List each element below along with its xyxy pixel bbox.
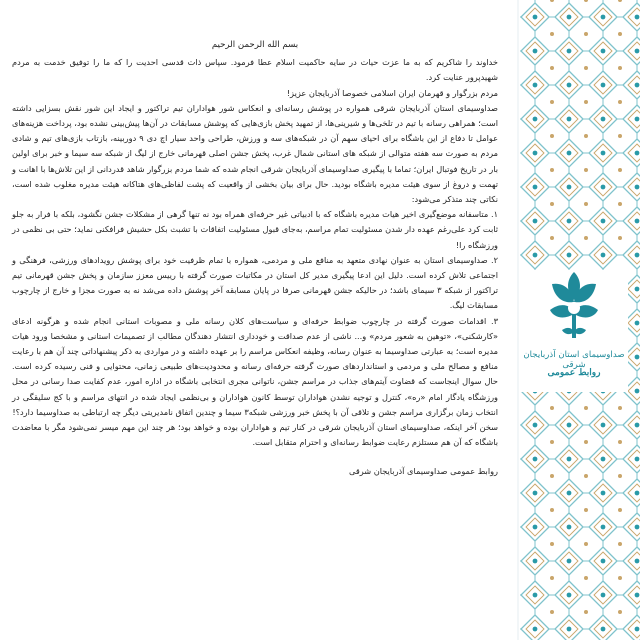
logo-title: صداوسیمای استان آذربایجان شرقی xyxy=(523,350,625,370)
bismillah-heading: بسم الله الرحمن الرحيم xyxy=(211,40,299,50)
paragraph-point-2: ۲. صداوسیمای استان به عنوان نهادی متعهد به منافع ملی و مردمی، همواره با تمام ظرفیت خود برای پوشش رویدادهای ورزشی، فرهنگی و اجتماعی تلاش کرده است. دلیل این ادعا پیگیری مدیر کل استان در مکاتبات صورت گرفته با رییس معزز سازمان و پخش جشن قهرمانی تیم تراکتور از شبکه ۳ سیمای باشد؛ در حالیکه جشن قهرمانی صرفا در پایان مسابقه آخر پوشش داده می‌شد نه به صورت مجزا و خارج از چارچوب مسابقات لیگ. xyxy=(12,254,498,311)
paragraph-opening: خداوند را شاکریم که به ما عزت حیات در سایه حاکمیت اسلام عطا فرمود. سپاس ذات قدسی احدیت را که ما را توفیق خدمت به مردم شهیدپرور عنایت کرد. xyxy=(12,57,498,83)
statement-body xyxy=(12,38,498,480)
flower-emblem-icon xyxy=(548,270,600,340)
paragraph-point-1: ۱. متاسفانه موضع‌گیری اخیر هیات مدیره باشگاه که با ادبیاتی غیر حرفه‌ای همراه بود نه تنها گرهی از مشکلات جشن نگشود، بلکه با فرار به جلو ثابت کرد علی‌رغم عهده دار شدن مسئولیت تمام مراسم، به‌جای قبول مسئولیت اتفاقات با تشبث بکل حشیش فرافکنی نماید؛ حتی بی نظمی در ورزشگاه را! xyxy=(12,209,498,250)
paragraph-closing: سخن آخر اینکه، صداوسیمای استان آذربایجان شرقی در کنار تیم و هواداران بوده و خواهد بود؛ هر چند این مهم میسر نمی‌شود مگر با معاضدت باشگاه که آن هم مستلزم رعایت ضوابط رسانه‌ای و احترام متقابل است. xyxy=(12,422,498,448)
paragraph-address: مردم بزرگوار و قهرمان ایران اسلامی خصوصا آذربایجان عزیز! xyxy=(286,87,498,98)
signature: روابط عمومی صداوسیمای آذربایجان شرقی xyxy=(349,466,498,477)
logo-subtitle: روابط عمومی xyxy=(547,368,601,378)
paragraph-background: صداوسیمای استان آذربایجان شرقی همواره در پوشش رسانه‌ای و انعکاس شور هواداران تیم تراکتور و ایجاد این شور نقش بسزایی داشته است؛ همراهی رسانه با تیم در تلخی‌ها و شیرینی‌ها، از تمهید پخش بازی‌هایی که پوشش مسابقات در آن‌ها پیش‌بینی نشده بود، پرداخت هزینه‌های عوامل تا دفاع از این باشگاه برای احیای سهم آن در شبکه‌های سه و ورزش، طراحی واحد سیار اچ دی ۹ دوربینه، بازتاب بازی‌های تیم و شادی مردم به صورت سه هفته متوالی از شبکه‌ های استانی شمال غرب، پخش جشن اصلی قهرمانی خارج از لیگ از شبکه سه سیما و خبر برای اولین بار در تاریخ فوتبال ایران؛ تماما با پیگیری صداوسیمای آذربایجان شرقی انجام شده که شما مردم بزرگوار شاهد قدردانی از این تلاش‌ها با اهانت و تهمت و دروغ از سوی هیئت مدیره باشگاه بودید. حال برای بیان بخشی از واقعیت که پشت لفاظی‌های هتاکانه هیئت مدیره مغلوب شده است، نکاتی چند متذکر می‌شود: xyxy=(12,102,498,205)
paragraph-point-3: ۳. اقدامات صورت گرفته در چارچوب ضوابط حرفه‌ای و سیاست‌های کلان رسانه ملی و مصوبات استانی انجام شده و هرگونه ادعای «کارشکنی»، «توهین به شعور مردم» و... ناشی از عدم صداقت و خودداری انتشار دهندگان مطالب از تصمیمات استانی و مشخصا ورود هیات مدیره است؛ به عبارتی صداوسیما به عنوان رسانه، وظیفه انعکاس مراسم را بر عهده داشته و در مواردی به ذکر پیشنهاداتی چند آن هم با رعایت منافع و مصالح ملی و مردمی و استانداردهای صورت گرفته حرفه‌ای رسانه و محدودیت‌های طبیعی زمانی، محتوایی و فنی رسیده کرده است. حال سوال اینجاست که قضاوت آیتم‌های جذاب در مراسم جشن، ناتوانی مجری انتخابی باشگاه در اداره امور، عدم کفایت صدا رسانی در محل ورزشگاه یادگار امام «ره»، کنترل و توجیه نشدن هواداران توسط کانون هواداران و بی‌نظمی ایجاد شده در انتهای مراسم و با کج سلیقگی در انتخاب زمان برگزاری مراسم جشن و تلاقی آن با پخش خبر ورزشی شبکه۳ سیما و چندین اتفاق نامدیریتی دیگر چه ارتباطی به صداوسیما دارد؟! xyxy=(12,315,498,417)
broadcaster-logo xyxy=(520,270,628,392)
